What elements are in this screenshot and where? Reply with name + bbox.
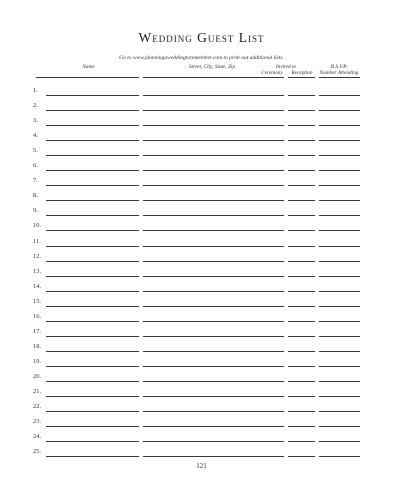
table-row [0, 296, 403, 311]
ceremony-line[interactable] [257, 140, 284, 141]
header-address: Street, City, State, Zip [188, 64, 236, 70]
ceremony-line[interactable] [257, 321, 284, 322]
reception-line[interactable] [288, 276, 315, 277]
rsvp-line[interactable] [319, 170, 360, 171]
page-title: Wedding Guest List [138, 30, 265, 45]
row-number: 19. [33, 357, 42, 365]
row-number: 17. [33, 327, 42, 335]
ceremony-line[interactable] [257, 306, 284, 307]
name-line[interactable] [46, 215, 139, 216]
name-line[interactable] [46, 125, 139, 126]
table-row [0, 130, 403, 145]
name-line[interactable] [46, 200, 139, 201]
name-line[interactable] [46, 230, 139, 231]
reception-line[interactable] [288, 366, 315, 367]
reception-line[interactable] [288, 396, 315, 397]
ceremony-line[interactable] [257, 366, 284, 367]
table-row [0, 266, 403, 281]
ceremony-line[interactable] [257, 456, 284, 457]
row-number: 10. [33, 222, 42, 230]
name-line[interactable] [46, 366, 139, 367]
table-row [0, 416, 403, 431]
ceremony-line[interactable] [257, 215, 284, 216]
name-line[interactable] [46, 306, 139, 307]
row-number: 4. [33, 132, 38, 140]
row-number: 8. [33, 192, 38, 200]
reception-line[interactable] [288, 170, 315, 171]
table-row [0, 190, 403, 205]
table-row [0, 85, 403, 100]
reception-line[interactable] [288, 261, 315, 262]
ceremony-line[interactable] [257, 411, 284, 412]
table-row [0, 281, 403, 296]
row-number: 11. [33, 237, 41, 245]
name-line[interactable] [46, 261, 139, 262]
ceremony-line[interactable] [257, 336, 284, 337]
rsvp-line[interactable] [319, 411, 360, 412]
table-row [0, 236, 403, 251]
reception-line[interactable] [288, 110, 315, 111]
reception-line[interactable] [288, 291, 315, 292]
rsvp-line[interactable] [319, 396, 360, 397]
reception-line[interactable] [288, 230, 315, 231]
table-row [0, 401, 403, 416]
row-number: 12. [33, 252, 42, 260]
reception-line[interactable] [288, 426, 315, 427]
reception-line[interactable] [288, 125, 315, 126]
name-line[interactable] [46, 411, 139, 412]
ceremony-line[interactable] [257, 426, 284, 427]
reception-line[interactable] [288, 441, 315, 442]
ceremony-line[interactable] [257, 155, 284, 156]
rsvp-line[interactable] [319, 336, 360, 337]
reception-line[interactable] [288, 95, 315, 96]
table-row [0, 446, 403, 461]
row-number: 13. [33, 267, 42, 275]
ceremony-line[interactable] [257, 381, 284, 382]
name-line[interactable] [46, 396, 139, 397]
rsvp-line[interactable] [319, 110, 360, 111]
rsvp-line[interactable] [319, 306, 360, 307]
name-line[interactable] [46, 95, 139, 96]
row-number: 18. [33, 342, 42, 350]
reception-line[interactable] [288, 246, 315, 247]
rsvp-line[interactable] [319, 441, 360, 442]
rsvp-line[interactable] [319, 426, 360, 427]
row-number: 7. [33, 177, 38, 185]
row-number: 1. [33, 87, 38, 94]
name-line[interactable] [46, 110, 139, 111]
ceremony-line[interactable] [257, 200, 284, 201]
row-number: 25. [33, 448, 42, 456]
name-line[interactable] [46, 381, 139, 382]
rsvp-line[interactable] [319, 261, 360, 262]
rsvp-line[interactable] [319, 125, 360, 126]
header-name: Name [82, 64, 95, 70]
reception-line[interactable] [288, 200, 315, 201]
row-number: 15. [33, 297, 42, 305]
table-row [0, 386, 403, 401]
rsvp-line[interactable] [319, 155, 360, 156]
table-row [0, 251, 403, 266]
ceremony-line[interactable] [257, 95, 284, 96]
rsvp-line[interactable] [319, 200, 360, 201]
row-number: 22. [33, 403, 42, 411]
rsvp-line[interactable] [319, 246, 360, 247]
subtitle-instructions: Go to www.planningaweddingtoremember.com to print out additional lists. [119, 55, 284, 61]
row-number: 21. [33, 388, 42, 395]
reception-line[interactable] [288, 381, 315, 382]
name-line[interactable] [46, 426, 139, 427]
reception-line[interactable] [288, 155, 315, 156]
rsvp-line[interactable] [319, 95, 360, 96]
rsvp-line[interactable] [319, 276, 360, 277]
table-row [0, 326, 403, 341]
row-number: 14. [33, 282, 42, 290]
row-number: 2. [33, 102, 38, 110]
rsvp-line[interactable] [319, 366, 360, 367]
reception-line[interactable] [288, 306, 315, 307]
header-ceremony: Ceremony [261, 70, 283, 76]
table-row [0, 311, 403, 326]
table-row [0, 175, 403, 190]
ceremony-line[interactable] [257, 351, 284, 352]
rsvp-line[interactable] [319, 230, 360, 231]
table-row [0, 160, 403, 175]
table-row [0, 145, 403, 160]
name-line[interactable] [46, 291, 139, 292]
ceremony-line[interactable] [257, 246, 284, 247]
reception-line[interactable] [288, 215, 315, 216]
ceremony-line[interactable] [257, 125, 284, 126]
name-line[interactable] [46, 441, 139, 442]
header-rsvp: R.S.V.P. [330, 64, 348, 70]
rsvp-line[interactable] [319, 140, 360, 141]
name-line[interactable] [46, 170, 139, 171]
table-row [0, 371, 403, 386]
rsvp-line[interactable] [319, 456, 360, 457]
ceremony-line[interactable] [257, 276, 284, 277]
reception-line[interactable] [288, 140, 315, 141]
rsvp-line[interactable] [319, 381, 360, 382]
name-line[interactable] [46, 155, 139, 156]
ceremony-line[interactable] [257, 291, 284, 292]
ceremony-line[interactable] [257, 170, 284, 171]
name-line[interactable] [46, 140, 139, 141]
rsvp-line[interactable] [319, 215, 360, 216]
row-number: 23. [33, 418, 42, 426]
rsvp-line[interactable] [319, 351, 360, 352]
name-line[interactable] [46, 246, 139, 247]
ceremony-line[interactable] [257, 396, 284, 397]
rsvp-line[interactable] [319, 291, 360, 292]
table-row [0, 115, 403, 130]
header-invited-to: Invited to [275, 64, 297, 70]
table-row [0, 100, 403, 115]
header-reception: Reception [291, 70, 313, 76]
row-number: 20. [33, 372, 42, 380]
row-number: 3. [33, 117, 38, 125]
row-number: 6. [33, 162, 38, 170]
reception-line[interactable] [288, 456, 315, 457]
row-number: 16. [33, 312, 42, 320]
reception-line[interactable] [288, 411, 315, 412]
table-row [0, 341, 403, 356]
reception-line[interactable] [288, 351, 315, 352]
table-row [0, 431, 403, 446]
row-number: 5. [33, 147, 38, 155]
reception-line[interactable] [288, 321, 315, 322]
ceremony-line[interactable] [257, 185, 284, 186]
name-line[interactable] [46, 321, 139, 322]
name-line[interactable] [46, 456, 139, 457]
row-number: 24. [33, 433, 42, 441]
ceremony-line[interactable] [257, 261, 284, 262]
page-number: 121 [196, 462, 207, 470]
name-line[interactable] [46, 276, 139, 277]
ceremony-line[interactable] [257, 441, 284, 442]
reception-line[interactable] [288, 185, 315, 186]
table-row [0, 205, 403, 220]
name-line[interactable] [46, 185, 139, 186]
rsvp-line[interactable] [319, 185, 360, 186]
reception-line[interactable] [288, 336, 315, 337]
row-number: 9. [33, 207, 38, 215]
header-number-attending: Number Attending [319, 70, 359, 76]
ceremony-line[interactable] [257, 230, 284, 231]
name-line[interactable] [46, 336, 139, 337]
name-line[interactable] [46, 351, 139, 352]
table-row [0, 220, 403, 235]
table-row [0, 356, 403, 371]
rsvp-line[interactable] [319, 321, 360, 322]
ceremony-line[interactable] [257, 110, 284, 111]
